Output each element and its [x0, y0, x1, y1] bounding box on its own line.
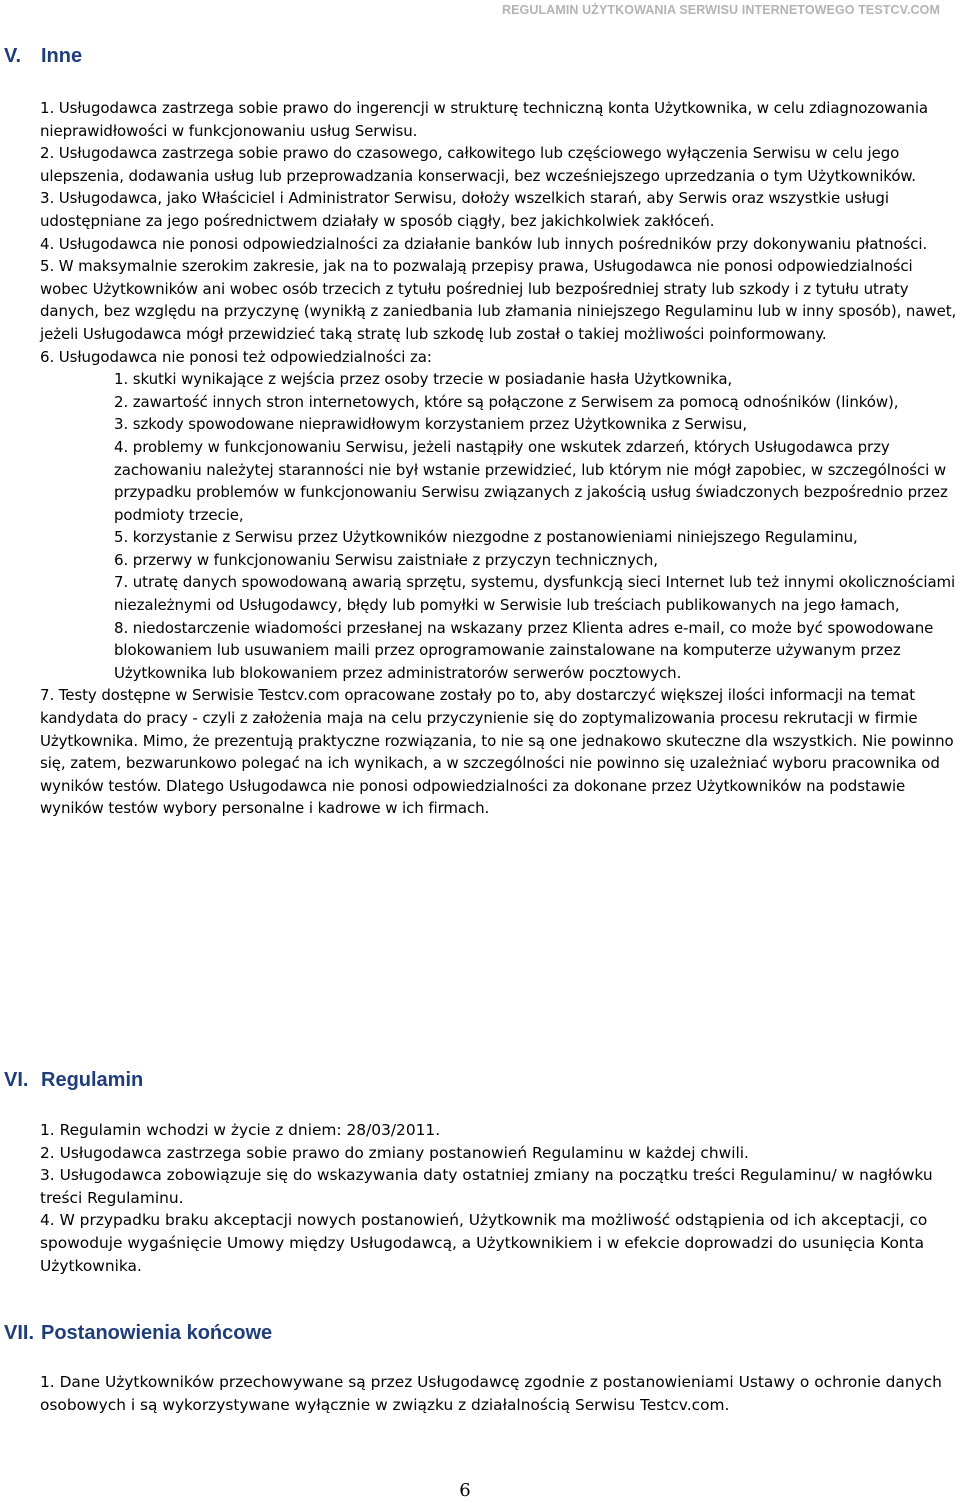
section-v-body [40, 97, 958, 820]
sub-list-item: 7. utratę danych spowodowaną awarią sprzętu, systemu, dysfunkcją sieci Internet lub też innymi okolicznościami niezależnymi od Usługodawcy, błędy lub pomyłki w Serwisie lub treściach publikowanych na jego łamach, [114, 573, 956, 615]
sub-list-item: 5. korzystanie z Serwisu przez Użytkowników niezgodne z postanowieniami niniejszego Regulaminu, [114, 528, 858, 547]
section-vi-body [40, 1119, 958, 1277]
section-title: Regulamin [41, 1069, 144, 1091]
sub-list-item: 2. zawartość innych stron internetowych, które są połączone z Serwisem za pomocą odnośników (linków), [114, 392, 899, 411]
section-number: VII. [4, 1322, 35, 1344]
sub-list-item: 1. skutki wynikające z wejścia przez osoby trzecie w posiadanie hasła Użytkownika, [114, 370, 733, 389]
section-number: VI. [4, 1069, 29, 1091]
section-heading-vii [4, 1322, 272, 1345]
section-title: Postanowienia końcowe [41, 1322, 273, 1344]
sub-list-item: 6. przerwy w funkcjonowaniu Serwisu zaistniałe z przyczyn technicznych, [114, 550, 658, 569]
list-item: 1. Usługodawca zastrzega sobie prawo do ingerencji w strukturę techniczną konta Użytkownika, w celu zdiagnozowania nieprawidłowości w funkcjonowaniu usług Serwisu. [40, 99, 929, 140]
list-item: 4. W przypadku braku akceptacji nowych postanowień, Użytkownik ma możliwość odstąpienia od ich akceptacji, co spowoduje wygaśnięcie Umowy między Usługodawcą, a Użytkownikiem i w efekcie doprowadzi do usunięcia Konta Użytkownika. [40, 1211, 928, 1275]
list-item: 1. Regulamin wchodzi w życie z dniem: 28/03/2011. [40, 1121, 441, 1139]
sub-list-item: 8. niedostarczenie wiadomości przesłanej na wskazany przez Klienta adres e-mail, co może być spowodowane blokowaniem lub usuwaniem maili przez oprogramowanie zainstalowane na komputerze używanym przez Użytkownika lub blokowaniem przez administratorów serwerów pocztowych. [114, 618, 934, 682]
list-item: 3. Usługodawca zobowiązuje się do wskazywania daty ostatniej zmiany na początku treści Regulaminu/ w nagłówku treści Regulaminu. [40, 1166, 933, 1207]
list-item: 4. Usługodawca nie ponosi odpowiedzialności za działanie banków lub innych pośredników przy dokonywaniu płatności. [40, 234, 928, 253]
list-item: 6. Usługodawca nie ponosi też odpowiedzialności za: [40, 347, 432, 366]
sub-list-item: 4. problemy w funkcjonowaniu Serwisu, jeżeli nastąpiły one wskutek zdarzeń, których Usługodawca przy zachowaniu należytej staranności nie był wstanie przewidzieć, lub którym nie mógł zapobiec, w szczególności w przypadku problemów w funkcjonowaniu Serwisu związanych z jakością usług świadczonych bezpośrednio przez podmioty trzecie, [114, 437, 948, 524]
list-item: 3. Usługodawca, jako Właściciel i Administrator Serwisu, dołoży wszelkich starań, aby Serwis oraz wszystkie usługi udostępniane za jego pośrednictwem działały w sposób ciągły, bez jakichkolwiek zakłóceń. [40, 189, 889, 230]
sub-list-item: 3. szkody spowodowane nieprawidłowym korzystaniem przez Użytkownika z Serwisu, [114, 415, 747, 434]
section-title: Inne [41, 45, 83, 67]
list-item: 2. Usługodawca zastrzega sobie prawo do czasowego, całkowitego lub częściowego wyłączenia Serwisu w celu jego ulepszenia, dodawania usług lub przeprowadzania konserwacji, bez wcześniejszego uprzedzania o tym Użytkowników. [40, 144, 916, 185]
list-item: 5. W maksymalnie szerokim zakresie, jak na to pozwalają przepisy prawa, Usługodawca nie ponosi odpowiedzialności wobec Użytkowników ani wobec osób trzecich z tytułu pośredniej lub bezpośredniej straty lub szkody i z tytułu utraty danych, bez względu na przyczynę (wynikłą z zaniedbania lub złamania niniejszego Regulaminu lub w inny sposób), nawet, jeżeli Usługodawca mógł przewidzieć taką stratę lub szkodę lub został o takiej możliwości poinformowany. [40, 257, 957, 343]
page-number: 6 [459, 1480, 471, 1501]
list-item: 2. Usługodawca zastrzega sobie prawo do zmiany postanowień Regulaminu w każdej chwili. [40, 1143, 749, 1162]
section-heading-v [4, 45, 82, 68]
list-item: 7. Testy dostępne w Serwisie Testcv.com opracowane zostały po to, aby dostarczyć większej ilości informacji na temat kandydata do pracy - czyli z założenia maja na celu przyczynienie się do zoptymalizowania procesu rekrutacji w firmie Użytkownika. Mimo, że prezentują praktyczne rozwiązania, to nie są one jednakowo skuteczne dla wszystkich. Nie powinno się, zatem, bezwarunkowo polegać na ich wynikach, a w szczególności nie powinno się uzależniać wyboru pracownika od wyników testów. Dlatego Usługodawca nie ponosi odpowiedzialności za dokonane przez Użytkowników na podstawie wyników testów wybory personalne i kadrowe w ich firmach. [40, 686, 954, 818]
section-vii-body [40, 1371, 958, 1416]
section-number: V. [4, 45, 22, 67]
section-heading-vi [4, 1069, 143, 1092]
list-item: 1. Dane Użytkowników przechowywane są przez Usługodawcę zgodnie z postanowieniami Ustawy o ochronie danych osobowych i są wykorzystywane wyłącznie w związku z działalnością Serwisu Testcv.com. [40, 1373, 942, 1414]
running-header: REGULAMIN UŻYTKOWANIA SERWISU INTERNETOWEGO TESTCV.COM [501, 3, 940, 17]
